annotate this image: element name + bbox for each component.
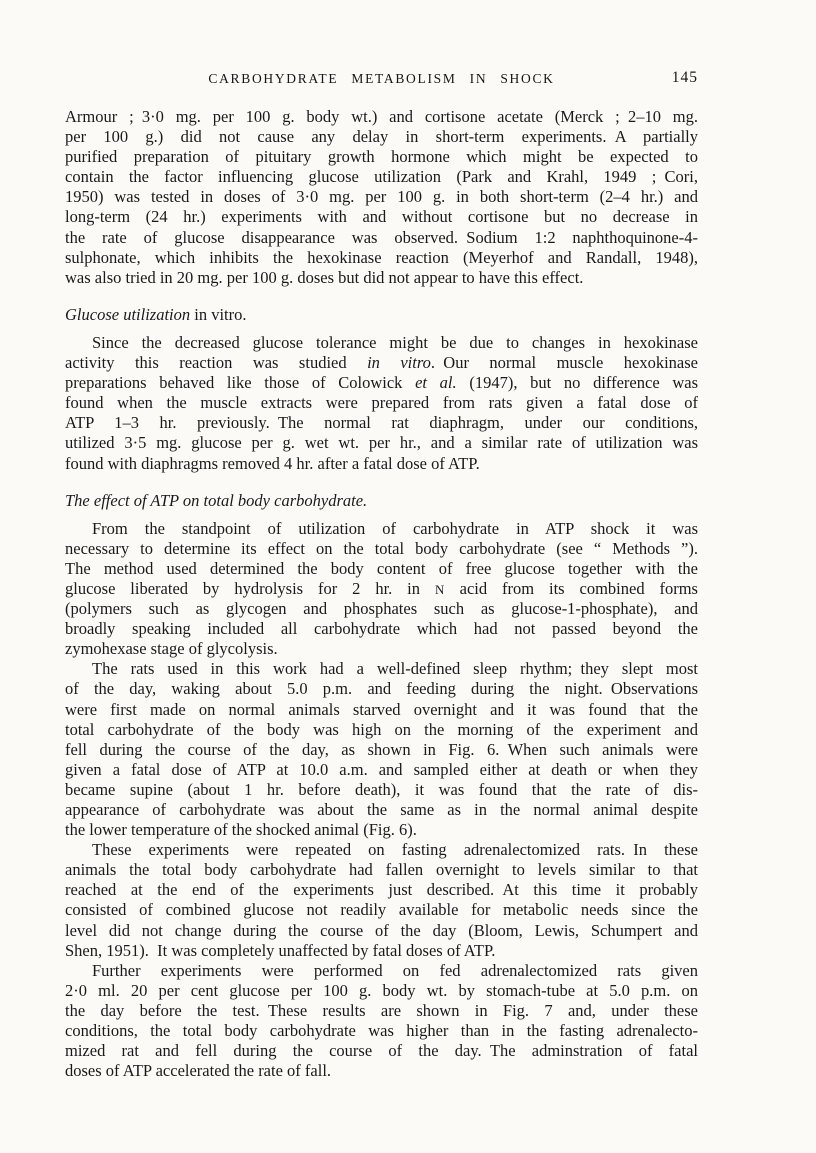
text-line: [65, 559, 698, 579]
text-segment: (polymers such as glycogen and phosphates such as glucose-1-phosphate), and: [65, 599, 698, 619]
text-line: [65, 780, 698, 800]
text-line: [65, 107, 698, 127]
text-segment: reached at the end of the experiments just described. At this time it probably: [65, 880, 698, 900]
text-line: [65, 491, 698, 511]
section-heading: [65, 305, 698, 325]
text-line: [65, 1041, 698, 1061]
text-segment: Armour ; 3·0 mg. per 100 g. body wt.) and cortisone acetate (Merck ; 2–10 mg.: [65, 107, 698, 126]
text-segment: per 100 g.) did not cause any delay in short-term experiments. A partially: [65, 127, 698, 147]
text-segment: found when the muscle extracts were prepared from rats given a fatal dose of: [65, 393, 698, 413]
paragraph: [65, 961, 698, 1082]
text-segment: conditions, the total body carbohydrate was higher than in the fasting adrenalecto-: [65, 1021, 698, 1041]
text-line: [65, 941, 698, 961]
text-line: [65, 800, 698, 820]
text-segment: purified preparation of pituitary growth hormone which might be expected to: [65, 147, 698, 167]
text-line: [65, 373, 698, 393]
paragraph: [65, 840, 698, 961]
text-segment: contain the factor influencing glucose utilization (Park and Krahl, 1949 ; Cori,: [65, 167, 698, 187]
text-line: [65, 700, 698, 720]
text-segment: in vitro.: [190, 304, 247, 324]
text-segment: preparations behaved like those of Colowick: [65, 373, 416, 393]
text-segment: Further experiments were performed on fed adrenalectomized rats given: [92, 960, 698, 980]
text-line: [65, 981, 698, 1001]
text-line: [65, 720, 698, 740]
text-segment: acid from its combined forms: [444, 578, 698, 598]
text-line: [65, 1061, 698, 1081]
text-segment: total carbohydrate of the body was high on the morning of the experiment and: [65, 719, 698, 739]
text-line: [65, 639, 698, 659]
paragraph: [65, 107, 698, 288]
text-segment: consisted of combined glucose not readily available for metabolic needs since the: [65, 900, 698, 920]
text-line: [65, 187, 698, 207]
text-segment: necessary to determine its effect on the total body carbohydrate (see “ Methods ”).: [65, 538, 698, 558]
text-line: [65, 539, 698, 559]
text-line: [65, 333, 698, 353]
text-segment: . Our normal muscle hexokinase: [430, 353, 698, 373]
paragraph: [65, 519, 698, 660]
text-line: [65, 228, 698, 248]
text-segment: the lower temperature of the shocked animal (Fig. 6).: [65, 820, 417, 840]
italic-text: Glucose utilization: [65, 304, 191, 324]
text-segment: of the day, waking about 5.0 p.m. and feeding during the night. Observations: [65, 679, 698, 699]
text-segment: were first made on normal animals starved overnight and it was found that the: [65, 699, 698, 719]
paragraph: [65, 333, 698, 474]
text-segment: broadly speaking included all carbohydrate which had not passed beyond the: [65, 619, 698, 639]
running-head: CARBOHYDRATE METABOLISM IN SHOCK: [208, 71, 555, 86]
text-segment: fell during the course of the day, as shown in Fig. 6. When such animals were: [65, 739, 698, 759]
text-line: [65, 127, 698, 147]
text-line: [65, 760, 698, 780]
text-segment: mized rat and fell during the course of the day. The adminstration of fatal: [65, 1041, 698, 1061]
text-segment: was also tried in 20 mg. per 100 g. doses but did not appear to have this effect.: [65, 267, 584, 287]
italic-text: The effect of ATP on total body carbohydrate.: [65, 490, 368, 510]
text-segment: animals the total body carbohydrate had fallen overnight to levels similar to that: [65, 860, 698, 880]
paragraph: [65, 659, 698, 840]
text-segment: the rate of glucose disappearance was observed. Sodium 1:2 naphthoquinone-4-: [65, 227, 698, 247]
text-line: [65, 860, 698, 880]
text-segment: doses of ATP accelerated the rate of fall.: [65, 1061, 332, 1081]
text-segment: found with diaphragms removed 4 hr. after a fatal dose of ATP.: [65, 453, 480, 473]
text-line: [65, 1021, 698, 1041]
text-line: [65, 147, 698, 167]
text-segment: appearance of carbohydrate was about the same as in the normal animal despite: [65, 800, 698, 819]
text-line: [65, 579, 698, 599]
text-line: [65, 740, 698, 760]
text-line: [65, 454, 698, 474]
text-line: [65, 167, 698, 187]
text-segment: Shen, 1951). It was completely unaffected by fatal doses of ATP.: [65, 940, 496, 960]
text-line: [65, 840, 698, 860]
text-segment: From the standpoint of utilization of carbohydrate in ATP shock it was: [92, 518, 698, 538]
text-segment: The method used determined the body content of free glucose together with the: [65, 558, 698, 578]
text-line: [65, 413, 698, 433]
text-segment: 1950) was tested in doses of 3·0 mg. per 100 g. in both short-term (2–4 hr.) and: [65, 187, 698, 207]
text-line: [65, 961, 698, 981]
text-segment: sulphonate, which inhibits the hexokinase reaction (Meyerhof and Randall, 1948),: [65, 247, 698, 267]
text-line: [65, 519, 698, 539]
text-line: [65, 248, 698, 268]
text-segment: activity this reaction was studied: [65, 353, 368, 373]
text-segment: level did not change during the course of the day (Bloom, Lewis, Schumpert and: [65, 920, 698, 940]
text-segment: 2·0 ml. 20 per cent glucose per 100 g. body wt. by stomach-tube at 5.0 p.m. on: [65, 980, 698, 1000]
text-segment: glucose liberated by hydrolysis for 2 hr. in: [65, 578, 435, 598]
text-line: [65, 305, 698, 325]
italic-text: in vitro: [367, 353, 431, 373]
text-line: [65, 900, 698, 920]
text-segment: The rats used in this work had a well-defined sleep rhythm; they slept most: [92, 659, 698, 679]
text-line: [65, 679, 698, 699]
smallcaps-text: N: [434, 582, 445, 597]
text-segment: long-term (24 hr.) experiments with and without cortisone but no decrease in: [65, 207, 698, 227]
text-line: [65, 268, 698, 288]
text-line: [65, 393, 698, 413]
text-line: [65, 353, 698, 373]
text-line: [65, 921, 698, 941]
text-segment: given a fatal dose of ATP at 10.0 a.m. and sampled either at death or when they: [65, 759, 698, 779]
text-segment: zymohexase stage of glycolysis.: [65, 639, 278, 659]
text-segment: Since the decreased glucose tolerance might be due to changes in hexokinase: [92, 332, 698, 352]
page-header: [65, 70, 698, 90]
text-segment: became supine (about 1 hr. before death), it was found that the rate of dis-: [65, 779, 698, 799]
text-segment: the day before the test. These results are shown in Fig. 7 and, under these: [65, 1000, 698, 1020]
italic-text: et al.: [415, 373, 457, 393]
page-number: 145: [671, 69, 698, 86]
text-line: [65, 599, 698, 619]
text-line: [65, 207, 698, 227]
text-line: [65, 659, 698, 679]
section-heading: [65, 491, 698, 511]
text-line: [65, 433, 698, 453]
text-segment: These experiments were repeated on fasting adrenalectomized rats. In these: [92, 840, 698, 860]
text-segment: utilized 3·5 mg. glucose per g. wet wt. per hr., and a similar rate of utilization was: [65, 433, 698, 453]
text-line: [65, 1001, 698, 1021]
text-line: [65, 880, 698, 900]
text-segment: (1947), but no difference was: [456, 373, 698, 393]
text-segment: ATP 1–3 hr. previously. The normal rat diaphragm, under our conditions,: [65, 413, 698, 433]
page-body: [65, 107, 698, 1081]
text-line: [65, 820, 698, 840]
text-line: [65, 619, 698, 639]
